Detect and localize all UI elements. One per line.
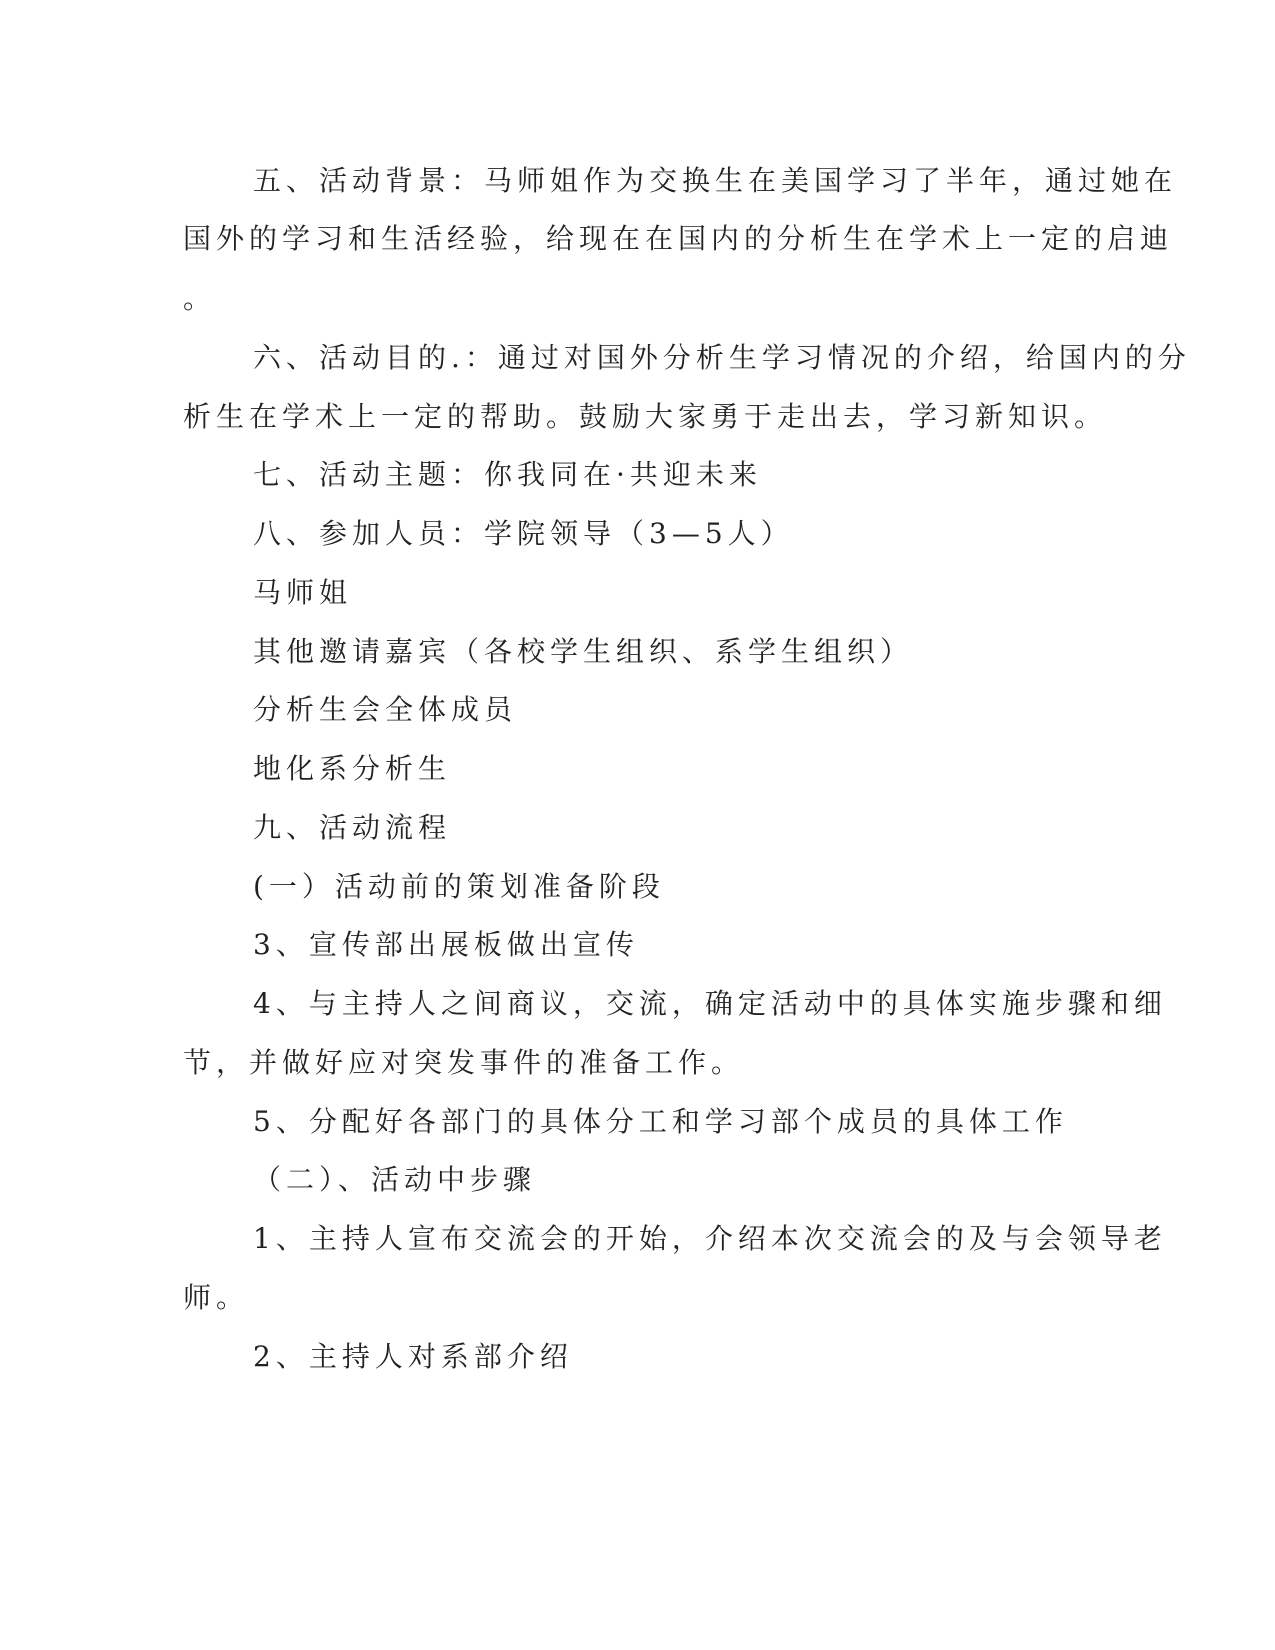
paragraph-6-line-2: 析生在学术上一定的帮助。鼓励大家勇于走出去，学习新知识。 [183,400,1108,433]
stage-2-step-1-line-1: 1、主持人宣布交流会的开始，介绍本次交流会的及与会领导老 [253,1222,1167,1255]
participant-members: 分析生会全体成员 [253,693,518,726]
participant-guests: 其他邀请嘉宾（各校学生组织、系学生组织） [253,635,914,668]
participant-ma: 马师姐 [253,576,353,609]
participant-students: 地化系分析生 [253,752,452,785]
stage-2-heading: （二）、活动中步骤 [253,1163,537,1196]
paragraph-6-line-1: 六、活动目的.：通过对国外分析生学习情况的介绍，给国内的分 [253,341,1191,374]
stage-2-step-1-line-2: 师。 [183,1281,250,1314]
paragraph-5-line-3: 。 [183,282,217,315]
step-4-line-1: 4、与主持人之间商议，交流，确定活动中的具体实施步骤和细 [253,987,1167,1020]
paragraph-5-line-1: 五、活动背景：马师姐作为交换生在美国学习了半年，通过她在 [253,164,1178,197]
paragraph-7: 七、活动主题：你我同在·共迎未来 [253,458,762,491]
stage-2-step-2: 2、主持人对系部介绍 [253,1340,573,1373]
step-3: 3、宣传部出展板做出宣传 [253,928,639,961]
paragraph-8: 八、参加人员：学院领导（3—5人） [253,517,794,550]
step-5: 5、分配好各部门的具体分工和学习部个成员的具体工作 [253,1105,1068,1138]
step-4-line-2: 节，并做好应对突发事件的准备工作。 [183,1046,745,1079]
paragraph-5-line-2: 国外的学习和生活经验，给现在在国内的分析生在学术上一定的启迪 [183,222,1174,255]
stage-1-heading: (一）活动前的策划准备阶段 [253,870,665,903]
paragraph-9: 九、活动流程 [253,811,452,844]
